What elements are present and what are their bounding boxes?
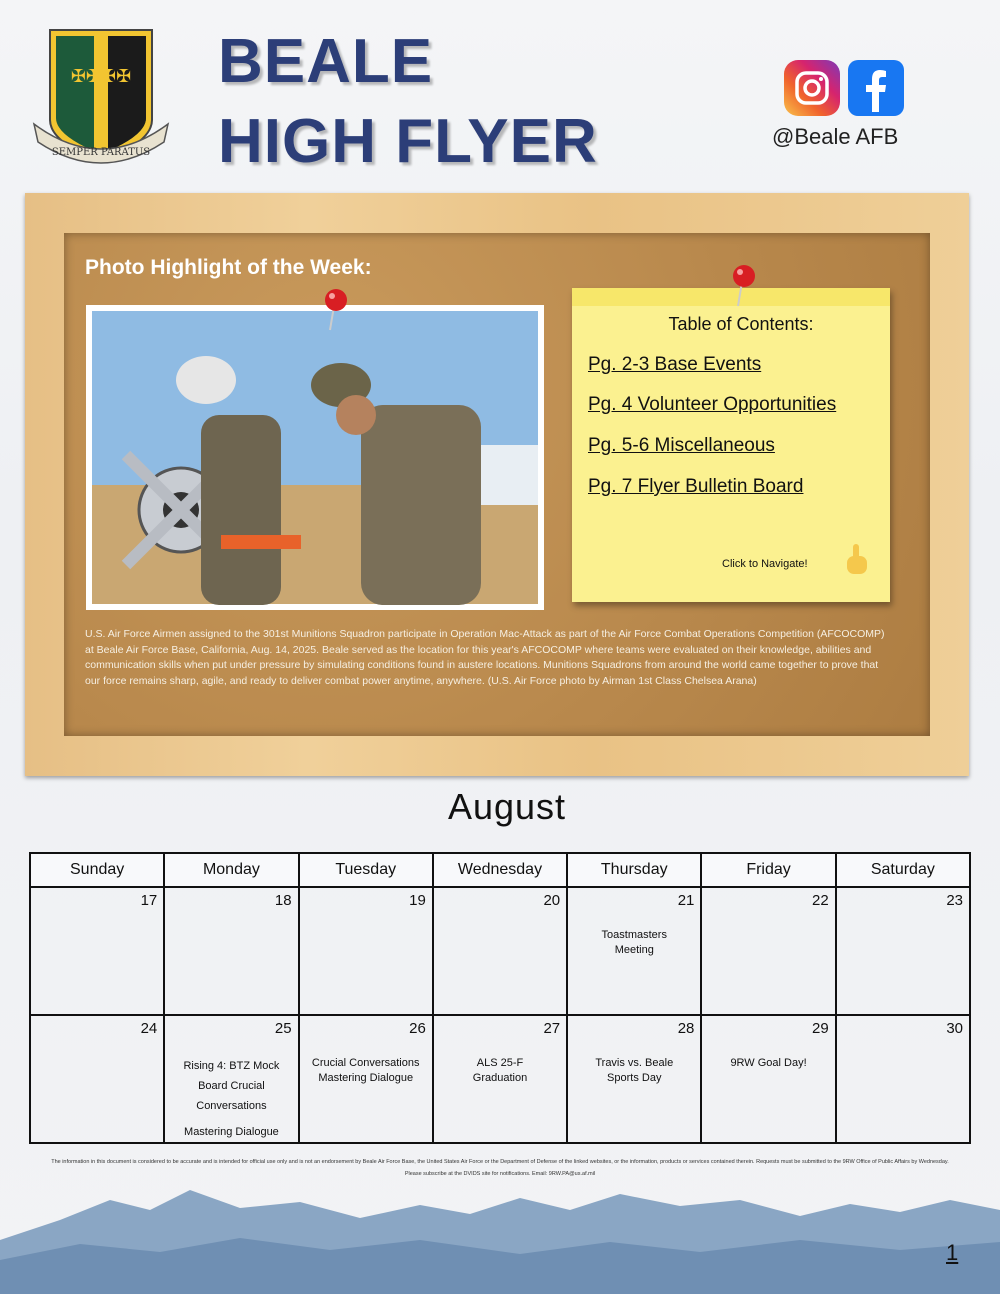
photo-highlight-label: Photo Highlight of the Week:	[85, 256, 372, 279]
day-number: 30	[946, 1020, 963, 1037]
title-line-2: HIGH FLYER	[218, 107, 598, 176]
calendar-event: Toastmasters Meeting	[601, 929, 667, 956]
photo-caption: U.S. Air Force Airmen assigned to the 301st Munitions Squadron participate in Operation Mac-Attack as part of the Air Force Combat Operations Competition (AFCOCOMP) at Beale Air Force Base, California, Aug. 14, 2025. Beale served as the location for this year's AFCOCOMP where teams were evaluated on their knowledge, abilities and communication skills when put under pressure by simulating conditions found in austere locations. Munitions Squadrons from around the world came together to prove that our force remains sharp, agile, and ready to deliver combat power anytime, anywhere. (U.S. Air Force photo by Airman 1st Class Chelsea Arana)	[85, 628, 885, 687]
calendar-day-cell	[836, 1015, 970, 1143]
calendar-day-cell	[567, 1015, 701, 1143]
calendar-day-cell	[701, 1015, 835, 1143]
pushpin-icon	[322, 288, 350, 332]
day-number: 26	[409, 1020, 426, 1037]
calendar-event: Rising 4: BTZ Mock Board Crucial Conversations	[183, 1060, 280, 1112]
day-number: 18	[274, 892, 292, 909]
highlight-photo	[86, 305, 544, 610]
toc-link-base-events[interactable]: Pg. 2-3 Base Events	[588, 354, 762, 375]
day-number: 25	[274, 1020, 292, 1037]
footer-disclaimer: The information in this document is considered to be accurate and is intended for official use only and is not an endorsement by Beale Air Force Base, the United States Air Force or the Department of Defense of the linked websites, or the information, products or services contained therein. Requests must be submitted to the 9RW Office of Public Affairs by Wednesday. Please subscribe at the DVIDS site for notifications. Email: 9RW.PA@us.af.mil	[51, 1159, 949, 1177]
page-number: 1	[946, 1240, 959, 1265]
weekday-header: Saturday	[836, 853, 970, 887]
day-number: 17	[140, 892, 158, 909]
day-number: 21	[677, 892, 695, 909]
day-number: 28	[677, 1020, 695, 1037]
weekday-header: Sunday	[30, 853, 164, 887]
svg-text:✠✠✠✠: ✠✠✠✠	[70, 66, 132, 87]
weekday-header: Monday	[164, 853, 298, 887]
pushpin-icon	[730, 264, 758, 308]
toc-link-bulletin-board[interactable]: Pg. 7 Flyer Bulletin Board	[588, 476, 804, 497]
calendar-event: Travis vs. Beale Sports Day	[595, 1057, 674, 1084]
crest-icon	[28, 24, 174, 170]
day-number: 24	[140, 1020, 158, 1037]
calendar-day-cell	[433, 1015, 567, 1143]
calendar-day-cell	[30, 1015, 164, 1143]
weekday-header: Wednesday	[433, 853, 567, 887]
toc-link-miscellaneous[interactable]: Pg. 5-6 Miscellaneous	[588, 435, 775, 456]
calendar-day-cell	[567, 887, 701, 1015]
calendar-day-cell	[701, 887, 835, 1015]
social-handle: @Beale AFB	[772, 124, 899, 149]
title-line-1: BEALE	[218, 27, 434, 96]
day-number: 19	[409, 892, 426, 909]
pointing-hand-icon	[842, 542, 870, 578]
day-number: 29	[812, 1020, 829, 1037]
calendar-day-cell	[299, 1015, 433, 1143]
newsletter-title	[218, 22, 598, 182]
calendar-week-row	[30, 1015, 970, 1143]
instagram-icon[interactable]	[784, 60, 840, 116]
calendar-event: 9RW Goal Day!	[730, 1057, 807, 1069]
calendar-day-cell	[164, 1015, 298, 1143]
day-number: 23	[946, 892, 963, 909]
day-number: 22	[812, 892, 829, 909]
calendar-weekday-row	[30, 853, 970, 887]
calendar-event: ALS 25-F Graduation	[472, 1057, 528, 1084]
calendar-month: August	[447, 786, 567, 827]
calendar-event: Mastering Dialogue	[184, 1126, 279, 1138]
calendar-day-cell	[299, 887, 433, 1015]
weekday-header: Thursday	[567, 853, 701, 887]
weekday-header: Tuesday	[299, 853, 433, 887]
mountain-silhouette	[0, 1180, 1000, 1294]
calendar-week-row	[30, 887, 970, 1015]
weekday-header: Friday	[701, 853, 835, 887]
calendar-day-cell	[30, 887, 164, 1015]
toc-link-volunteer[interactable]: Pg. 4 Volunteer Opportunities	[588, 394, 837, 415]
calendar-day-cell	[433, 887, 567, 1015]
click-to-navigate-note: Click to Navigate!	[722, 558, 808, 570]
day-number: 20	[543, 892, 561, 909]
calendar-day-cell	[164, 887, 298, 1015]
day-number: 27	[543, 1020, 561, 1037]
calendar-day-cell	[836, 887, 970, 1015]
calendar-grid	[29, 852, 971, 1144]
facebook-icon[interactable]	[848, 60, 904, 116]
toc-title: Table of Contents:	[668, 314, 814, 334]
crest-motto: SEMPER PARATUS	[51, 147, 151, 158]
calendar-event: Crucial Conversations Mastering Dialogue	[311, 1057, 420, 1084]
